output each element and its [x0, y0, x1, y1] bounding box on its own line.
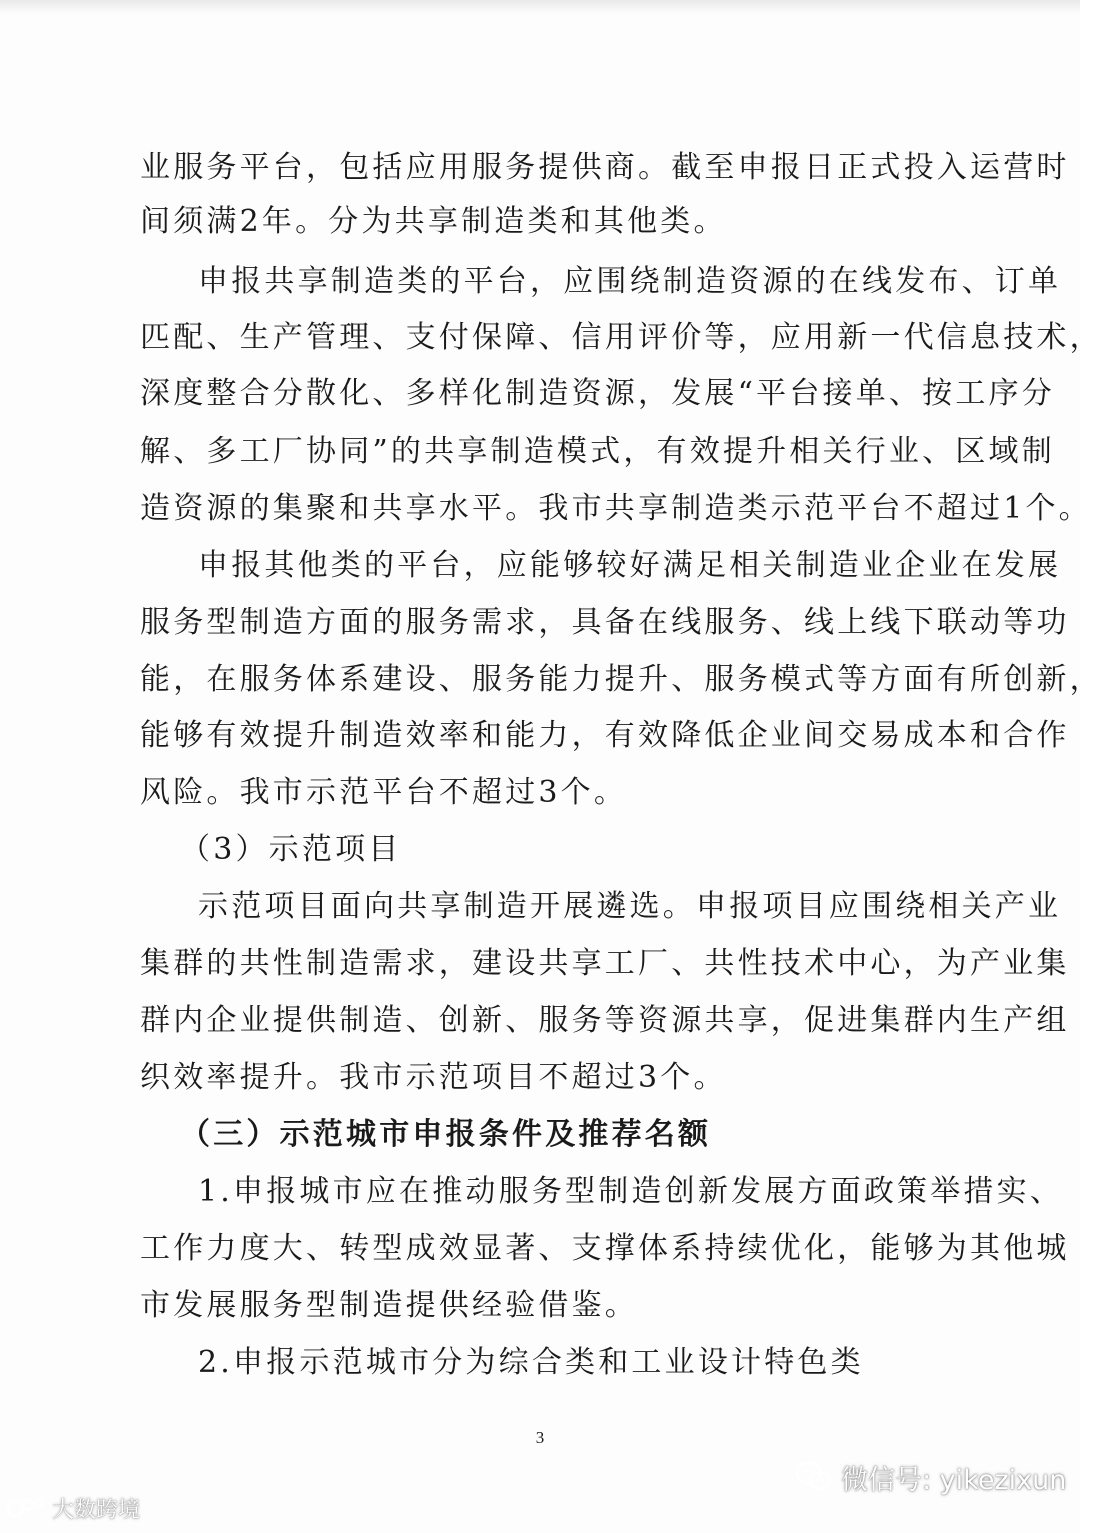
- numbered-item-line: 1.申报城市应在推动服务型制造创新发展方面政策举措实、: [198, 1174, 1064, 1209]
- body-line: 造资源的集聚和共享水平。我市共享制造类示范平台不超过1个。: [140, 491, 1092, 526]
- paragraph-start-line: 示范项目面向共享制造开展遴选。申报项目应围绕相关产业: [198, 889, 1062, 924]
- wechat-watermark: [795, 1457, 1066, 1497]
- wechat-id-text: 微信号: yikezixun: [841, 1464, 1067, 1496]
- body-line: 工作力度大、转型成效显著、支撑体系持续优化，能够为其他城: [140, 1231, 1070, 1266]
- brand-watermark: [6, 1491, 140, 1525]
- brand-logo-icon: [6, 1495, 46, 1521]
- wechat-icon: [795, 1461, 833, 1493]
- body-line: 风险。我市示范平台不超过3个。: [140, 775, 628, 810]
- paragraph-start-line: 申报其他类的平台，应能够较好满足相关制造业企业在发展: [198, 548, 1062, 583]
- body-line: 解、多工厂协同”的共享制造模式，有效提升相关行业、区域制: [140, 434, 1055, 469]
- body-line: 深度整合分散化、多样化制造资源，发展“平台接单、按工序分: [140, 376, 1055, 411]
- body-line: 间须满2年。分为共享制造类和其他类。: [140, 204, 727, 239]
- body-line: 匹配、生产管理、支付保障、信用评价等，应用新一代信息技术，: [140, 320, 1103, 355]
- numbered-item-line: 2.申报示范城市分为综合类和工业设计特色类: [198, 1345, 864, 1380]
- body-line: 服务型制造方面的服务需求，具备在线服务、线上线下联动等功: [140, 605, 1070, 640]
- body-line: 集群的共性制造需求，建设共享工厂、共性技术中心，为产业集: [140, 946, 1070, 981]
- scan-top-edge: [0, 0, 1080, 14]
- body-line: 织效率提升。我市示范项目不超过3个。: [140, 1060, 727, 1095]
- brand-watermark-text: 大数跨境: [52, 1497, 141, 1523]
- subsection-heading: （3）示范项目: [180, 832, 402, 867]
- body-line: 能够有效提升制造效率和能力，有效降低企业间交易成本和合作: [140, 718, 1070, 753]
- section-heading: （三）示范城市申报条件及推荐名额: [180, 1117, 712, 1152]
- body-line: 业服务平台，包括应用服务提供商。截至申报日正式投入运营时: [140, 150, 1070, 185]
- body-line: 群内企业提供制造、创新、服务等资源共享，促进集群内生产组: [140, 1003, 1070, 1038]
- paragraph-start-line: 申报共享制造类的平台，应围绕制造资源的在线发布、订单: [198, 264, 1062, 299]
- body-line: 能，在服务体系建设、服务能力提升、服务模式等方面有所创新，: [140, 662, 1103, 697]
- page-number: 3: [535, 1428, 545, 1447]
- body-line: 市发展服务型制造提供经验借鉴。: [140, 1288, 638, 1323]
